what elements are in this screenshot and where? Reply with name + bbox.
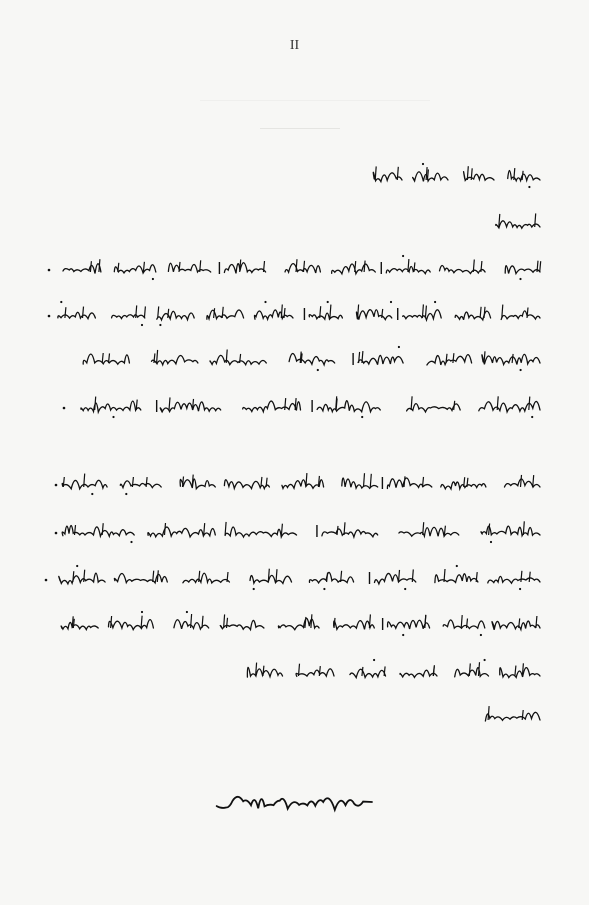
diacritic-dot [528, 186, 530, 188]
handwritten-word [358, 355, 403, 364]
handwritten-word [427, 355, 472, 365]
handwritten-stroke [454, 401, 455, 410]
diacritic-dot [373, 659, 375, 661]
handwritten-stroke [304, 261, 305, 272]
handwritten-word [81, 401, 141, 412]
handwritten-word [342, 478, 378, 488]
handwritten-word [435, 574, 478, 583]
handwritten-stroke [84, 570, 85, 582]
handwritten-word [455, 668, 489, 677]
handwritten-word [247, 667, 282, 677]
text-line [0, 562, 589, 592]
handwritten-word [59, 573, 105, 584]
handwritten-stroke [144, 306, 145, 318]
diacritic-dot [434, 301, 436, 303]
handwritten-word [148, 527, 215, 537]
handwritten-word [482, 354, 540, 364]
handwritten-stroke [512, 354, 513, 363]
handwritten-word [225, 527, 296, 537]
handwritten-word [157, 311, 194, 320]
handwritten-stroke [397, 167, 398, 180]
handwritten-stroke [327, 573, 328, 583]
handwritten-stroke [515, 666, 516, 676]
handwritten-stroke [425, 615, 426, 628]
diacritic-dot [519, 278, 521, 280]
handwritten-stroke [146, 477, 147, 487]
handwritten-stroke [533, 475, 534, 487]
diacritic-dot [402, 634, 404, 636]
handwritten-word [388, 620, 430, 629]
handwritten-word [224, 263, 265, 274]
handwritten-stroke [484, 307, 485, 318]
text-line [0, 608, 589, 638]
handwritten-stroke [359, 352, 360, 363]
diacritic-dot [112, 416, 114, 418]
handwritten-word [492, 621, 540, 630]
handwritten-word [183, 573, 230, 583]
handwritten-stroke [427, 169, 428, 180]
handwritten-word [243, 401, 301, 412]
text-line [0, 160, 589, 190]
handwritten-stroke [157, 570, 158, 582]
show-through-rule [200, 100, 430, 101]
handwritten-word [180, 479, 215, 489]
handwritten-word [413, 172, 448, 182]
handwritten-word [501, 311, 540, 320]
handwritten-stroke [65, 307, 66, 318]
handwritten-stroke [535, 213, 536, 227]
text-line [0, 700, 589, 730]
handwritten-stroke [102, 523, 103, 535]
line-end-dot [45, 579, 48, 582]
handwritten-stroke [481, 261, 482, 272]
handwritten-word [282, 480, 324, 489]
handwritten-word [479, 401, 540, 411]
signature-stroke [217, 797, 372, 810]
handwritten-stroke [165, 523, 166, 535]
handwritten-stroke [109, 353, 110, 363]
handwritten-word [505, 479, 541, 487]
handwritten-stroke [169, 397, 170, 410]
handwritten-stroke [281, 524, 282, 535]
handwritten-word [485, 712, 540, 721]
handwritten-word [224, 480, 269, 489]
handwritten-word [152, 356, 198, 365]
handwritten-stroke [529, 397, 530, 410]
handwritten-stroke [214, 308, 215, 318]
handwritten-stroke [276, 569, 277, 582]
handwritten-stroke [521, 475, 522, 487]
diacritic-dot [519, 588, 521, 590]
handwritten-word [496, 221, 540, 228]
handwritten-word [505, 266, 540, 274]
handwritten-stroke [488, 706, 489, 720]
line-end-dot [55, 484, 58, 487]
diacritic-dot [125, 493, 127, 495]
handwritten-stroke [408, 259, 409, 272]
handwritten-word [63, 264, 101, 274]
handwritten-stroke [480, 307, 481, 318]
handwritten-stroke [222, 307, 223, 318]
text-line [0, 343, 589, 373]
diacritic-dot [264, 301, 266, 303]
handwritten-word [58, 312, 96, 318]
handwritten-word [350, 669, 386, 677]
handwritten-stroke [305, 617, 306, 628]
diacritic-dot [159, 324, 161, 326]
diacritic-dot [422, 163, 424, 165]
text-line [0, 298, 589, 328]
diacritic-dot [327, 301, 329, 303]
handwritten-word [403, 310, 442, 320]
handwritten-word [440, 265, 486, 273]
handwritten-stroke [375, 166, 376, 180]
handwritten-stroke [461, 615, 462, 628]
handwritten-stroke [522, 171, 523, 180]
diacritic-dot [402, 255, 404, 257]
handwritten-stroke [334, 618, 335, 628]
diacritic-dot [253, 588, 255, 590]
handwritten-word [309, 313, 342, 319]
handwritten-stroke [444, 526, 445, 535]
diacritic-dot [456, 565, 458, 567]
handwritten-word [83, 354, 129, 364]
handwritten-stroke [425, 306, 426, 318]
handwritten-stroke [469, 663, 470, 676]
handwritten-stroke [540, 261, 541, 272]
show-through-rule [260, 128, 340, 129]
text-line [0, 467, 589, 497]
handwritten-word [387, 478, 431, 488]
handwritten-word [500, 668, 540, 678]
handwritten-stroke [364, 473, 365, 487]
handwritten-stroke [364, 261, 365, 272]
handwritten-stroke [157, 350, 158, 363]
handwritten-stroke [95, 397, 96, 410]
handwritten-word [114, 573, 167, 582]
handwritten-word [61, 622, 98, 629]
handwritten-stroke [263, 666, 264, 676]
handwritten-stroke [90, 261, 91, 272]
handwritten-word [400, 670, 437, 677]
handwritten-word [443, 620, 485, 629]
handwritten-word [508, 171, 540, 181]
handwritten-word [114, 265, 156, 273]
text-line [0, 656, 589, 686]
signature [0, 780, 589, 830]
line-end-dot [48, 269, 51, 272]
diacritic-dot [390, 301, 392, 303]
handwritten-word [332, 264, 376, 274]
handwritten-stroke [75, 525, 76, 535]
diacritic-dot [490, 541, 492, 543]
handwritten-word [407, 404, 461, 412]
handwritten-word [488, 576, 540, 583]
handwritten-stroke [399, 570, 400, 582]
handwritten-stroke [411, 396, 412, 410]
text-line [0, 390, 589, 420]
handwritten-stroke [330, 305, 331, 318]
diacritic-dot [60, 301, 62, 303]
diacritic-dot [152, 278, 154, 280]
handwritten-stroke [99, 259, 100, 272]
handwritten-word [375, 573, 416, 583]
handwritten-word [254, 310, 293, 319]
diacritic-dot [91, 493, 93, 495]
handwritten-word [322, 529, 378, 537]
handwritten-stroke [362, 667, 363, 676]
handwritten-word [285, 264, 320, 273]
handwritten-stroke [370, 474, 371, 487]
diacritic-dot [531, 416, 533, 418]
diacritic-dot [484, 659, 486, 661]
handwritten-stroke [132, 477, 133, 487]
handwritten-stroke [489, 524, 490, 536]
diacritic-dot [317, 369, 319, 371]
handwritten-stroke [158, 306, 159, 318]
diacritic-dot [480, 634, 482, 636]
handwritten-stroke [227, 618, 228, 628]
handwritten-stroke [311, 614, 312, 628]
diacritic-dot [186, 611, 188, 613]
text-line [0, 252, 589, 282]
handwritten-word [62, 526, 134, 537]
handwritten-stroke [285, 398, 286, 410]
line-end-dot [63, 407, 66, 410]
handwritten-word [109, 620, 154, 630]
handwritten-word [317, 401, 380, 412]
handwritten-word [168, 263, 210, 272]
handwritten-stroke [414, 262, 415, 272]
handwritten-stroke [527, 308, 528, 319]
handwritten-word [120, 481, 161, 488]
diacritic-dot [130, 541, 132, 543]
handwritten-stroke [102, 353, 103, 363]
diacritic-dot [398, 346, 400, 348]
text-line [0, 207, 589, 237]
line-end-dot [55, 532, 58, 535]
handwritten-word [481, 526, 540, 536]
text-line [0, 515, 589, 545]
handwritten-word [250, 575, 292, 583]
diacritic-dot [361, 416, 363, 418]
handwritten-word [356, 310, 391, 320]
diacritic-dot [141, 324, 143, 326]
page-number: II [289, 38, 300, 53]
handwritten-word [455, 311, 490, 320]
handwritten-stroke [284, 308, 285, 318]
handwritten-stroke [404, 476, 405, 487]
handwritten-stroke [536, 616, 537, 628]
handwritten-word [296, 669, 334, 677]
diacritic-dot [404, 588, 406, 590]
handwritten-stroke [529, 572, 530, 582]
handwritten-stroke [153, 571, 154, 582]
handwritten-stroke [453, 353, 454, 363]
handwritten-stroke [522, 710, 523, 720]
handwritten-stroke [240, 354, 241, 363]
handwritten-stroke [83, 307, 84, 318]
handwritten-word [399, 527, 459, 536]
handwritten-stroke [141, 616, 142, 628]
handwritten-word [207, 310, 244, 319]
handwritten-stroke [111, 616, 112, 628]
handwritten-word [278, 618, 319, 629]
diacritic-dot [520, 369, 522, 371]
handwritten-word [112, 315, 145, 319]
diacritic-dot [141, 611, 143, 613]
handwritten-word [309, 572, 353, 582]
diacritic-dot [76, 565, 78, 567]
handwritten-word [210, 355, 266, 364]
diacritic-dot [323, 588, 325, 590]
handwritten-word [289, 354, 335, 365]
handwritten-stroke [204, 523, 205, 535]
handwritten-stroke [521, 571, 522, 582]
handwritten-word [334, 621, 375, 630]
line-end-dot [48, 315, 51, 318]
handwritten-stroke [337, 526, 338, 535]
